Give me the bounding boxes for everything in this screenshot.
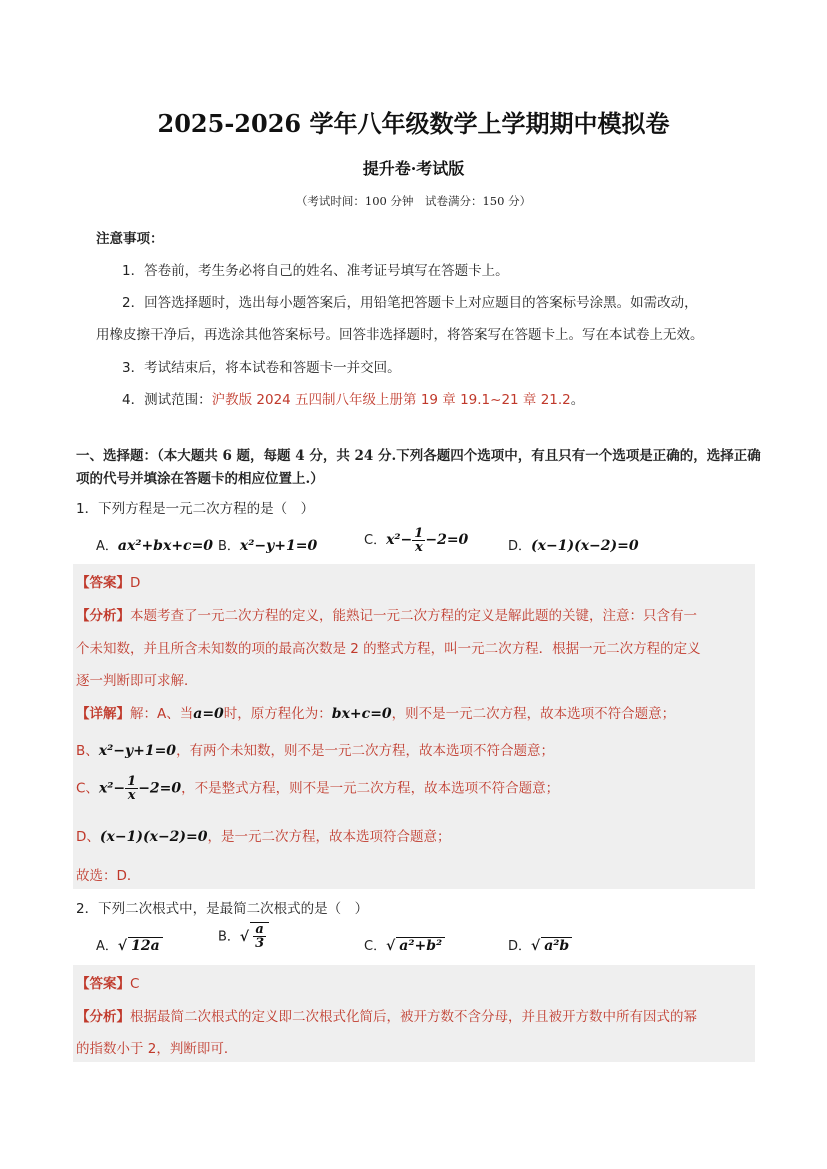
notice-heading: 注意事项： xyxy=(96,231,164,247)
notice-item-2-cont: 用橡皮擦干净后，再选涂其他答案标号。回答非选择题时，将答案写在答题卡上。写在本试卷上无效。 xyxy=(96,327,704,343)
q2-option-b[interactable]: B．√ $\frac{a}{3}$ xyxy=(218,922,269,950)
notice-item-2: 2．回答选择题时，选出每小题答案后，用铅笔把答题卡上对应题目的答案标号涂黑。如需改动， xyxy=(122,295,698,311)
q1-detail-a: 【详解】解：A、当a=0时，原方程化为：bx+c=0，则不是一元二次方程，故本选项不符合题意； xyxy=(76,706,676,722)
notice-item-4 xyxy=(122,388,584,408)
page-title: 2025-2026 学年八年级数学上学期期中模拟卷 xyxy=(157,109,670,138)
scope-end: 。 xyxy=(570,392,585,408)
q1-detail-c: C、x²− $\frac{1}{x}$ −2=0，不是整式方程，则不是一元二次方程，故本选项不符合题意； xyxy=(76,774,560,803)
scope-label: 4．测试范围： xyxy=(122,392,212,408)
q2-analysis-1: 【分析】根据最简二次根式的定义即二次根式化简后，被开方数不含分母，并且被开方数中所有因式的幂 xyxy=(76,1009,697,1025)
q2-option-a[interactable]: A．√ 12a xyxy=(96,935,163,954)
q1-conclusion: 故选：D． xyxy=(76,868,141,884)
q1-analysis-1: 【分析】本题考查了一元二次方程的定义，能熟记一元二次方程的定义是解此题的关键，注意：只含有一 xyxy=(76,608,697,624)
q1-option-b[interactable]: B．x²−y+1=0 xyxy=(218,538,318,554)
q1-analysis-2: 个未知数，并且所含未知数的项的最高次数是 2 的整式方程，叫一元二次方程．根据一元二次方程的定义 xyxy=(76,641,701,657)
q1-answer: 【答案】D xyxy=(76,575,141,591)
section-heading: 一、选择题：（本大题共 6 题，每题 4 分，共 24 分.下列各题四个选项中，有且只有一个选项是正确的，选择正确项的代号并填涂在答题卡的相应位置上.） xyxy=(76,448,761,487)
page-subtitle: 提升卷·考试版 xyxy=(362,159,465,178)
question-1-stem: 1．下列方程是一元二次方程的是（ ） xyxy=(76,501,315,517)
scope-value: 沪教版 2024 五四制八年级上册第 19 章 19.1~21 章 21.2 xyxy=(211,392,571,408)
q2-analysis-2: 的指数小于 2，判断即可． xyxy=(76,1041,238,1057)
fraction: $\frac{1}{x}$ xyxy=(414,526,424,555)
q1-detail-d: D、(x−1)(x−2)=0，是一元二次方程，故本选项符合题意； xyxy=(76,829,451,845)
notice-item-1: 1．答卷前，考生务必将自己的姓名、准考证号填写在答题卡上。 xyxy=(122,263,509,279)
notice-item-3: 3．考试结束后，将本试卷和答题卡一并交回。 xyxy=(122,360,401,376)
question-2-stem: 2．下列二次根式中，是最简二次根式的是（ ） xyxy=(76,901,369,917)
q2-answer: 【答案】C xyxy=(76,976,140,992)
q1-option-c[interactable]: C．x²− $\frac{1}{x}$ −2=0 xyxy=(364,526,469,555)
q2-option-c[interactable]: C．√ a²+b² xyxy=(364,935,445,954)
q1-option-a[interactable]: A．ax²+bx+c=0 xyxy=(96,538,214,554)
exam-info: （考试时间：100 分钟 试卷满分：150 分） xyxy=(295,194,532,208)
q1-detail-b: B、x²−y+1=0，有两个未知数，则不是一元二次方程，故本选项不符合题意； xyxy=(76,743,555,759)
q2-option-d[interactable]: D．√ a²b xyxy=(508,935,572,954)
q1-option-d[interactable]: D．(x−1)(x−2)=0 xyxy=(508,538,639,554)
q1-analysis-3: 逐一判断即可求解． xyxy=(76,673,198,689)
